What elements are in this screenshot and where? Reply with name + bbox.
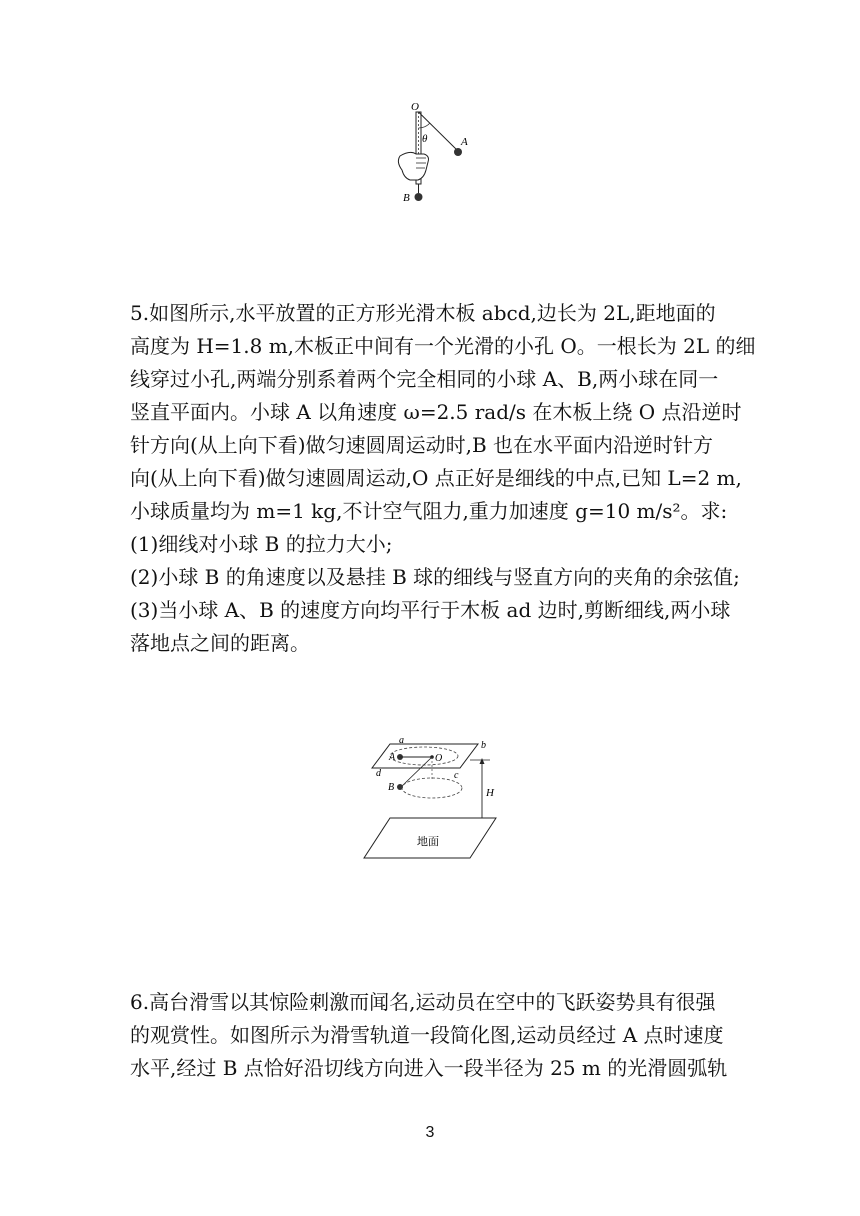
problem-6-text: [130, 986, 750, 1085]
label-corner-a: a: [399, 735, 404, 746]
string-to-a: [419, 112, 459, 151]
page-number: 3: [425, 1124, 435, 1141]
problem-5-line: 向(从上向下看)做匀速圆周运动,O 点正好是细线的中点,已知 L=2 m,: [130, 466, 742, 490]
figure-pendulum-tube: [380, 98, 490, 210]
problem-5-line: 线穿过小孔,两端分别系着两个完全相同的小球 A、B,两小球在同一: [130, 367, 719, 391]
problem-6-line: 6.高台滑雪以其惊险刺激而闻名,运动员在空中的飞跃姿势具有很强: [130, 990, 716, 1014]
label-theta: θ: [422, 133, 428, 145]
problem-5-text: [130, 297, 756, 660]
label-a: A: [461, 136, 468, 148]
ball-a: [454, 148, 462, 156]
hand: [398, 152, 428, 180]
label-h: H: [486, 787, 494, 799]
problem-5-line: (2)小球 B 的角速度以及悬挂 B 球的细线与竖直方向的夹角的余弦值;: [130, 565, 740, 589]
problem-5-line: 针方向(从上向下看)做匀速圆周运动时,B 也在水平面内沿逆时针方: [130, 433, 714, 457]
problem-5-line: 落地点之间的距离。: [130, 631, 310, 655]
label-ball-a: A: [389, 752, 396, 763]
label-b: B: [403, 192, 410, 204]
label-o: O: [411, 101, 419, 113]
label-corner-d: d: [376, 768, 381, 779]
problem-5-line: 5.如图所示,水平放置的正方形光滑木板 abcd,边长为 2L,距地面的: [130, 301, 716, 325]
label-ground: 地面: [417, 836, 439, 848]
problem-5-line: 高度为 H=1.8 m,木板正中间有一个光滑的小孔 O。一根长为 2L 的细: [130, 334, 756, 358]
figure-board-and-ground: [360, 734, 520, 864]
label-ball-b: B: [388, 782, 395, 793]
problem-5-line: 竖直平面内。小球 A 以角速度 ω=2.5 rad/s 在木板上绕 O 点沿逆时: [130, 400, 742, 424]
label-o: O: [435, 753, 443, 764]
label-corner-b: b: [481, 740, 486, 751]
problem-5-line: (1)细线对小球 B 的拉力大小;: [130, 532, 393, 556]
ball-b: [415, 193, 423, 201]
problem-5-line: 小球质量均为 m=1 kg,不计空气阻力,重力加速度 g=10 m/s²。求:: [130, 499, 728, 523]
board-abcd: [372, 744, 478, 768]
label-corner-c: c: [454, 770, 459, 781]
problem-5-line: (3)当小球 A、B 的速度方向均平行于木板 ad 边时,剪断细线,两小球: [130, 598, 731, 622]
problem-6-line: 水平,经过 B 点恰好沿切线方向进入一段半径为 25 m 的光滑圆弧轨: [130, 1056, 728, 1080]
problem-6-line: 的观赏性。如图所示为滑雪轨道一段简化图,运动员经过 A 点时速度: [130, 1023, 724, 1047]
